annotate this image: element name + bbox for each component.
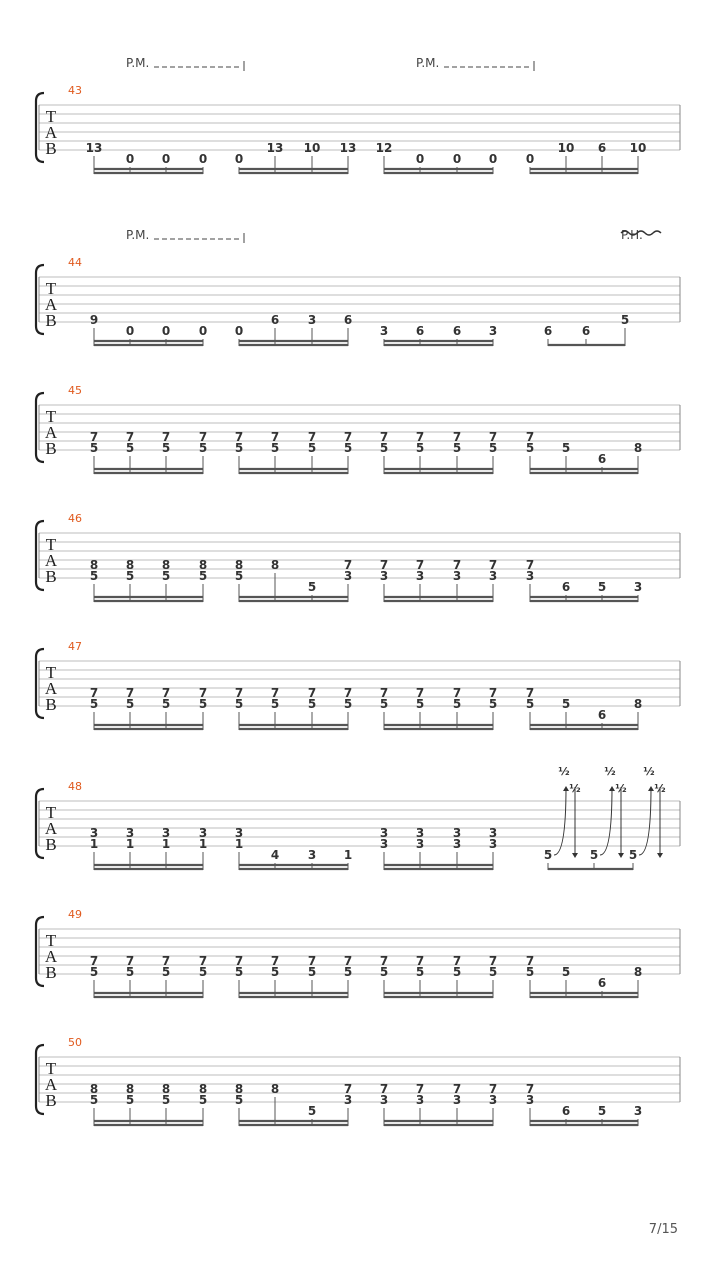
tab-clef-b: B	[45, 963, 57, 982]
system-bracket	[36, 93, 44, 162]
fret-number: 5	[234, 441, 244, 455]
staff-system-46	[36, 512, 680, 602]
tab-clef-t: T	[45, 1059, 57, 1078]
fret-number: 0	[125, 152, 135, 166]
fret-number: 7	[415, 558, 425, 572]
fret-number: 5	[270, 441, 280, 455]
fret-number: 7	[488, 686, 498, 700]
fret-number: 5	[379, 697, 389, 711]
system-bracket	[36, 789, 44, 858]
fret-number: 6	[415, 324, 425, 338]
tab-clef-a: A	[44, 551, 58, 570]
fret-number: 5	[379, 441, 389, 455]
staff-system-45	[36, 384, 680, 474]
measure-number: 50	[68, 1036, 82, 1049]
fret-number: 13	[339, 141, 357, 155]
fret-number: 7	[452, 558, 462, 572]
fret-number: 8	[270, 558, 280, 572]
fret-number: 0	[415, 152, 425, 166]
fret-number: 5	[597, 580, 607, 594]
fret-number: 5	[620, 313, 630, 327]
fret-number: 0	[452, 152, 462, 166]
fret-number: 3	[488, 826, 498, 840]
measure-number: 47	[68, 640, 82, 653]
fret-number: 7	[379, 686, 389, 700]
fret-number: 0	[161, 324, 171, 338]
fret-number: 5	[89, 1093, 99, 1107]
fret-number: 3	[125, 826, 135, 840]
tab-clef-a: A	[44, 1075, 58, 1094]
fret-number: 5	[343, 441, 353, 455]
fret-number: 5	[198, 965, 208, 979]
fret-number: 3	[488, 324, 498, 338]
fret-number: 8	[161, 1082, 171, 1096]
fret-number: 7	[343, 686, 353, 700]
fret-number: 8	[125, 1082, 135, 1096]
fret-number: 5	[234, 569, 244, 583]
fret-number: 5	[379, 965, 389, 979]
bend-amount: ½	[643, 765, 655, 778]
tab-clef-b: B	[45, 311, 57, 330]
fret-number: 7	[379, 558, 389, 572]
fret-number: 7	[343, 430, 353, 444]
fret-number: 5	[198, 1093, 208, 1107]
fret-number: 5	[161, 697, 171, 711]
fret-number: 7	[89, 430, 99, 444]
fret-number: 6	[597, 141, 607, 155]
fret-number: 5	[561, 697, 571, 711]
fret-number: 3	[633, 1104, 643, 1118]
fret-number: 3	[633, 580, 643, 594]
fret-number: 3	[452, 837, 462, 851]
fret-number: 5	[415, 441, 425, 455]
fret-number: 3	[379, 826, 389, 840]
fret-number: 7	[198, 686, 208, 700]
fret-number: 7	[307, 686, 317, 700]
tab-clef-t: T	[45, 663, 57, 682]
measure-number: 48	[68, 780, 82, 793]
fret-number: 8	[633, 441, 643, 455]
fret-number: 7	[161, 430, 171, 444]
release-arrow-down	[657, 853, 663, 858]
fret-number: 5	[89, 569, 99, 583]
staff-system-50	[36, 1036, 680, 1126]
tab-clef-b: B	[45, 139, 57, 158]
fret-number: 5	[307, 697, 317, 711]
fret-number: 3	[234, 826, 244, 840]
fret-number: 7	[452, 954, 462, 968]
fret-number: 5	[488, 441, 498, 455]
system-bracket	[36, 393, 44, 462]
fret-number: 5	[561, 441, 571, 455]
fret-number: 7	[343, 1082, 353, 1096]
fret-number: 8	[633, 965, 643, 979]
fret-number: 8	[234, 558, 244, 572]
fret-number: 5	[161, 569, 171, 583]
fret-number: 5	[488, 697, 498, 711]
fret-number: 3	[307, 848, 317, 862]
fret-number: 8	[198, 1082, 208, 1096]
measure-number: 43	[68, 84, 82, 97]
tab-clef-t: T	[45, 535, 57, 554]
measure-number: 46	[68, 512, 82, 525]
fret-number: 8	[234, 1082, 244, 1096]
fret-number: 5	[415, 697, 425, 711]
fret-number: 7	[488, 430, 498, 444]
palm-mute-label: P.M.	[126, 228, 150, 242]
fret-number: 7	[307, 954, 317, 968]
fret-number: 8	[633, 697, 643, 711]
tab-clef-b: B	[45, 567, 57, 586]
fret-number: 3	[488, 569, 498, 583]
fret-number: 5	[452, 965, 462, 979]
page-number: 7/15	[648, 1222, 678, 1237]
fret-number: 3	[379, 1093, 389, 1107]
fret-number: 0	[525, 152, 535, 166]
fret-number: 3	[415, 1093, 425, 1107]
fret-number: 7	[125, 430, 135, 444]
bend-arrow-up	[648, 786, 654, 791]
fret-number: 3	[379, 837, 389, 851]
measure-number: 49	[68, 908, 82, 921]
fret-number: 7	[343, 558, 353, 572]
fret-number: 7	[343, 954, 353, 968]
fret-number: 7	[415, 1082, 425, 1096]
fret-number: 5	[161, 1093, 171, 1107]
fret-number: 1	[343, 848, 353, 862]
palm-mute-label: P.M.	[416, 56, 440, 70]
fret-number: 6	[561, 580, 571, 594]
fret-number: 7	[488, 954, 498, 968]
fret-number: 0	[488, 152, 498, 166]
measure-number: 44	[68, 256, 82, 269]
release-amount: ½	[615, 782, 627, 795]
fret-number: 1	[125, 837, 135, 851]
tab-clef-a: A	[44, 819, 58, 838]
fret-number: 3	[415, 569, 425, 583]
bend-curve	[554, 787, 566, 855]
fret-number: 3	[343, 569, 353, 583]
fret-number: 0	[125, 324, 135, 338]
fret-number: 1	[161, 837, 171, 851]
fret-number: 3	[525, 1093, 535, 1107]
bend-curve	[639, 787, 651, 855]
fret-number: 7	[234, 686, 244, 700]
tab-clef-a: A	[44, 679, 58, 698]
fret-number: 5	[125, 697, 135, 711]
fret-number: 5	[234, 697, 244, 711]
fret-number: 5	[561, 965, 571, 979]
fret-number: 5	[597, 1104, 607, 1118]
tab-clef-t: T	[45, 931, 57, 950]
fret-number: 7	[379, 430, 389, 444]
fret-number: 5	[89, 697, 99, 711]
tab-clef-t: T	[45, 107, 57, 126]
fret-number: 5	[589, 848, 599, 862]
fret-number: 12	[375, 141, 393, 155]
fret-number: 7	[270, 430, 280, 444]
fret-number: 5	[161, 441, 171, 455]
fret-number: 8	[125, 558, 135, 572]
fret-number: 10	[557, 141, 575, 155]
fret-number: 1	[198, 837, 208, 851]
tab-clef-a: A	[44, 423, 58, 442]
fret-number: 0	[198, 152, 208, 166]
fret-number: 7	[525, 954, 535, 968]
fret-number: 6	[597, 976, 607, 990]
tab-clef-a: A	[44, 123, 58, 142]
fret-number: 8	[198, 558, 208, 572]
fret-number: 5	[525, 965, 535, 979]
fret-number: 4	[270, 848, 280, 862]
fret-number: 3	[89, 826, 99, 840]
fret-number: 7	[198, 954, 208, 968]
fret-number: 7	[525, 686, 535, 700]
tab-clef-t: T	[45, 803, 57, 822]
fret-number: 5	[270, 697, 280, 711]
fret-number: 5	[234, 1093, 244, 1107]
fret-number: 7	[525, 430, 535, 444]
tab-clef-t: T	[45, 407, 57, 426]
fret-number: 8	[161, 558, 171, 572]
fret-number: 5	[307, 1104, 317, 1118]
fret-number: 6	[597, 708, 607, 722]
system-bracket	[36, 649, 44, 718]
staff-system-43	[36, 56, 680, 174]
fret-number: 5	[125, 569, 135, 583]
system-bracket	[36, 1045, 44, 1114]
fret-number: 3	[307, 313, 317, 327]
fret-number: 7	[452, 1082, 462, 1096]
fret-number: 5	[198, 441, 208, 455]
palm-mute-label: P.M.	[126, 56, 150, 70]
fret-number: 3	[452, 569, 462, 583]
fret-number: 6	[452, 324, 462, 338]
fret-number: 3	[452, 1093, 462, 1107]
fret-number: 7	[488, 1082, 498, 1096]
fret-number: 5	[525, 441, 535, 455]
fret-number: 3	[198, 826, 208, 840]
fret-number: 0	[234, 152, 244, 166]
tab-clef-t: T	[45, 279, 57, 298]
fret-number: 3	[488, 1093, 498, 1107]
tab-clef-a: A	[44, 295, 58, 314]
fret-number: 13	[85, 141, 103, 155]
fret-number: 7	[452, 686, 462, 700]
fret-number: 7	[379, 1082, 389, 1096]
fret-number: 7	[89, 954, 99, 968]
fret-number: 1	[234, 837, 244, 851]
fret-number: 7	[234, 954, 244, 968]
fret-number: 0	[161, 152, 171, 166]
tab-clef-b: B	[45, 1091, 57, 1110]
fret-number: 7	[161, 686, 171, 700]
fret-number: 5	[343, 965, 353, 979]
fret-number: 7	[415, 430, 425, 444]
fret-number: 7	[307, 430, 317, 444]
staff-system-44	[36, 228, 680, 346]
tab-clef-b: B	[45, 695, 57, 714]
fret-number: 5	[125, 441, 135, 455]
fret-number: 1	[89, 837, 99, 851]
bend-amount: ½	[558, 765, 570, 778]
fret-number: 3	[379, 569, 389, 583]
fret-number: 5	[307, 580, 317, 594]
release-arrow-down	[618, 853, 624, 858]
fret-number: 3	[525, 569, 535, 583]
system-bracket	[36, 521, 44, 590]
staff-system-48	[36, 765, 680, 870]
fret-number: 5	[270, 965, 280, 979]
fret-number: 7	[161, 954, 171, 968]
fret-number: 5	[161, 965, 171, 979]
fret-number: 5	[628, 848, 638, 862]
system-bracket	[36, 265, 44, 334]
fret-number: 5	[415, 965, 425, 979]
fret-number: 7	[525, 1082, 535, 1096]
fret-number: 8	[89, 1082, 99, 1096]
release-arrow-down	[572, 853, 578, 858]
fret-number: 10	[303, 141, 321, 155]
fret-number: 7	[89, 686, 99, 700]
fret-number: 5	[452, 441, 462, 455]
fret-number: 7	[198, 430, 208, 444]
tab-clef-a: A	[44, 947, 58, 966]
fret-number: 8	[89, 558, 99, 572]
system-bracket	[36, 917, 44, 986]
fret-number: 6	[597, 452, 607, 466]
fret-number: 7	[270, 954, 280, 968]
fret-number: 5	[452, 697, 462, 711]
fret-number: 7	[125, 686, 135, 700]
fret-number: 7	[379, 954, 389, 968]
fret-number: 5	[89, 965, 99, 979]
fret-number: 5	[89, 441, 99, 455]
pinch-harmonic-label: P.H.	[621, 228, 643, 242]
fret-number: 9	[89, 313, 99, 327]
fret-number: 5	[234, 965, 244, 979]
bend-arrow-up	[563, 786, 569, 791]
tab-clef-b: B	[45, 835, 57, 854]
fret-number: 5	[543, 848, 553, 862]
fret-number: 5	[125, 1093, 135, 1107]
fret-number: 5	[198, 697, 208, 711]
fret-number: 10	[629, 141, 647, 155]
fret-number: 7	[415, 954, 425, 968]
fret-number: 5	[343, 697, 353, 711]
fret-number: 7	[234, 430, 244, 444]
fret-number: 13	[266, 141, 284, 155]
release-amount: ½	[654, 782, 666, 795]
bend-arrow-up	[609, 786, 615, 791]
fret-number: 5	[198, 569, 208, 583]
release-amount: ½	[569, 782, 581, 795]
fret-number: 3	[379, 324, 389, 338]
fret-number: 7	[525, 558, 535, 572]
fret-number: 6	[543, 324, 553, 338]
fret-number: 7	[488, 558, 498, 572]
fret-number: 0	[198, 324, 208, 338]
fret-number: 3	[161, 826, 171, 840]
staff-system-49	[36, 908, 680, 998]
fret-number: 3	[452, 826, 462, 840]
fret-number: 3	[415, 837, 425, 851]
fret-number: 5	[488, 965, 498, 979]
bend-amount: ½	[604, 765, 616, 778]
fret-number: 7	[415, 686, 425, 700]
fret-number: 6	[343, 313, 353, 327]
measure-number: 45	[68, 384, 82, 397]
fret-number: 5	[125, 965, 135, 979]
fret-number: 8	[270, 1082, 280, 1096]
tab-clef-b: B	[45, 439, 57, 458]
staff-system-47	[36, 640, 680, 730]
fret-number: 5	[307, 441, 317, 455]
fret-number: 6	[270, 313, 280, 327]
bend-curve	[600, 787, 612, 855]
fret-number: 7	[270, 686, 280, 700]
fret-number: 0	[234, 324, 244, 338]
fret-number: 7	[125, 954, 135, 968]
fret-number: 6	[581, 324, 591, 338]
fret-number: 5	[525, 697, 535, 711]
fret-number: 3	[415, 826, 425, 840]
fret-number: 3	[488, 837, 498, 851]
fret-number: 5	[307, 965, 317, 979]
fret-number: 7	[452, 430, 462, 444]
fret-number: 3	[343, 1093, 353, 1107]
fret-number: 6	[561, 1104, 571, 1118]
